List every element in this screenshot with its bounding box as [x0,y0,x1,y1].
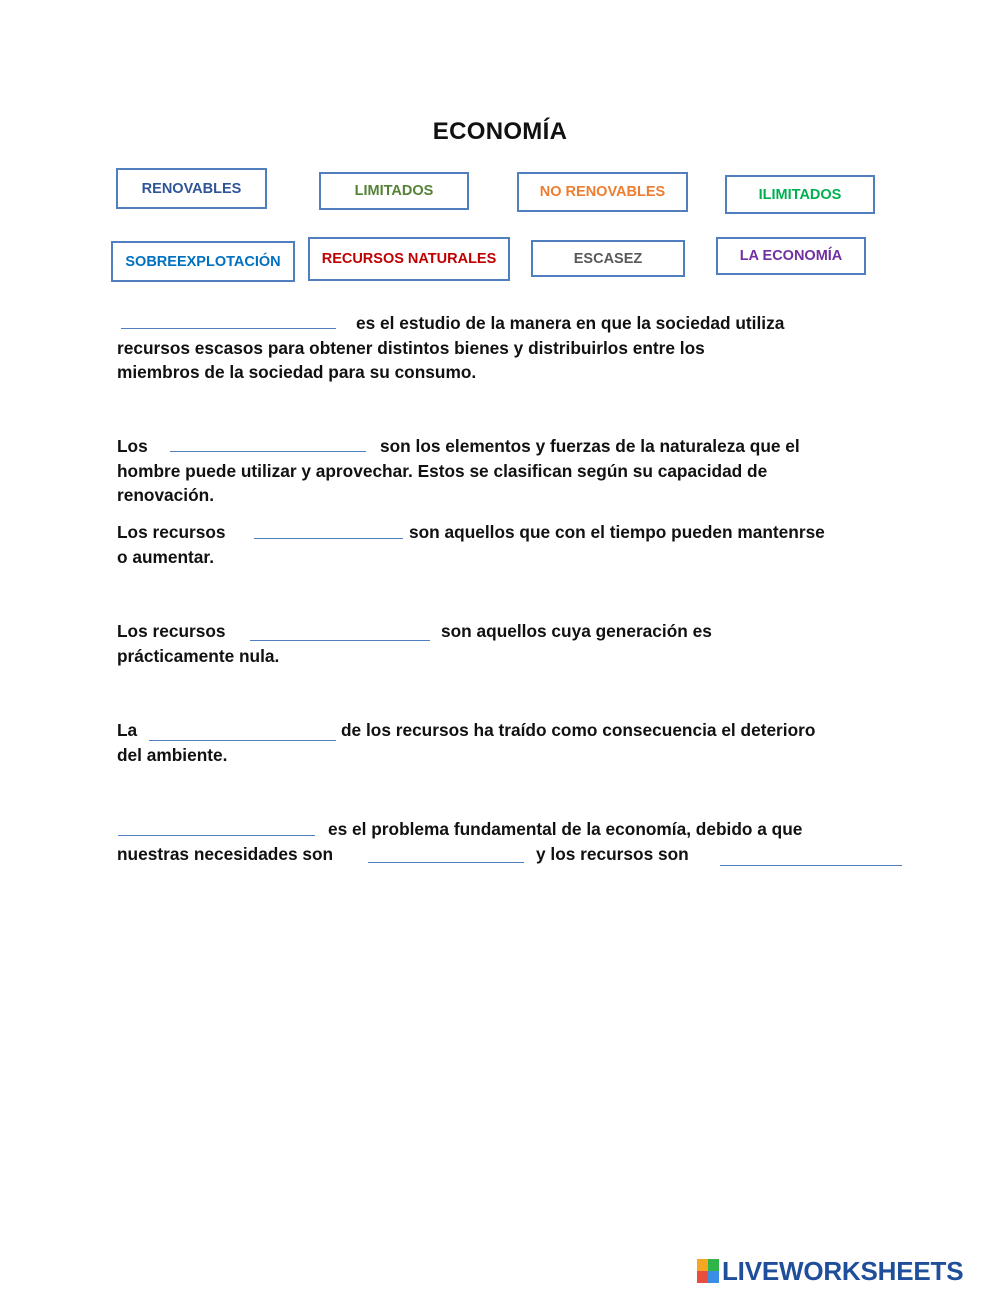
paragraph-text: Los recursos [117,522,226,542]
chip-label: LA ECONOMÍA [739,248,843,264]
paragraph-text: nuestras necesidades son [117,843,334,864]
logo-block [708,1271,719,1283]
paragraph-text: y los recursos son [536,843,689,864]
answer-blank-3[interactable] [254,538,403,539]
answer-blank-2[interactable] [170,451,366,452]
logo-block [697,1259,708,1271]
page-title: ECONOMÍA [432,118,568,145]
logo-text: LIVEWORKSHEETS [722,1255,964,1286]
paragraph-text: La [117,720,138,740]
exercise-paragraph-1 [117,311,897,385]
paragraph-text: hombre puede utilizar y aprovechar. Estos se clasifican según su capacidad de [117,460,768,481]
paragraph-text: miembros de la sociedad para su consumo. [117,362,477,382]
answer-blank-5[interactable] [149,740,336,741]
chip-label: ESCASEZ [573,250,643,267]
chip-label: LIMITADOS [354,183,434,199]
paragraph-text: de los recursos ha traído como consecuencia el deterioro [341,720,816,740]
exercise-paragraph-6 [117,817,897,871]
paragraph-text: es el estudio de la manera en que la sociedad utiliza [356,313,785,333]
exercise-paragraph-3 [117,520,897,570]
answer-blank-4[interactable] [250,640,430,641]
answer-blank-6[interactable] [118,835,315,836]
paragraph-text: prácticamente nula. [117,645,280,666]
paragraph-text: o aumentar. [117,546,214,567]
paragraph-text: son aquellos que con el tiempo pueden mantenrse [409,522,825,542]
word-chip-escasez[interactable] [531,240,685,277]
chip-label: SOBREEXPLOTACIÓN [125,253,281,270]
exercise-paragraph-4 [117,619,897,669]
logo-block [697,1271,708,1283]
word-chip-renovables[interactable] [116,168,267,209]
word-chip-sobreexplotacion[interactable] [111,241,295,282]
liveworksheets-logo [697,1255,964,1286]
paragraph-text: recursos escasos para obtener distintos bienes y distribuirlos entre los [117,337,705,358]
word-chip-ilimitados[interactable] [725,175,875,214]
answer-blank-7[interactable] [368,862,524,863]
paragraph-text: son los elementos y fuerzas de la naturaleza que el [380,436,800,456]
answer-blank-1[interactable] [121,328,336,329]
chip-label: NO RENOVABLES [539,184,666,200]
paragraph-text: son aquellos cuya generación es [441,621,712,641]
exercise-paragraph-5 [117,718,897,768]
answer-blank-8[interactable] [720,865,902,866]
word-chip-recursos-naturales[interactable] [308,237,510,281]
word-chip-no-renovables[interactable] [517,172,688,212]
exercise-paragraph-2 [117,434,897,508]
word-chip-la-economia[interactable] [716,237,866,275]
chip-label: RECURSOS NATURALES [321,251,497,267]
logo-block [708,1259,719,1271]
paragraph-text: renovación. [117,485,214,505]
chip-label: ILIMITADOS [758,186,842,203]
chip-label: RENOVABLES [141,180,242,197]
paragraph-text: del ambiente. [117,744,228,765]
paragraph-text: Los recursos [117,621,226,641]
paragraph-text: Los [117,436,148,456]
word-chip-limitados[interactable] [319,172,469,210]
paragraph-text: es el problema fundamental de la economía, debido a que [328,819,803,839]
liveworksheets-logo-icon [697,1259,719,1283]
